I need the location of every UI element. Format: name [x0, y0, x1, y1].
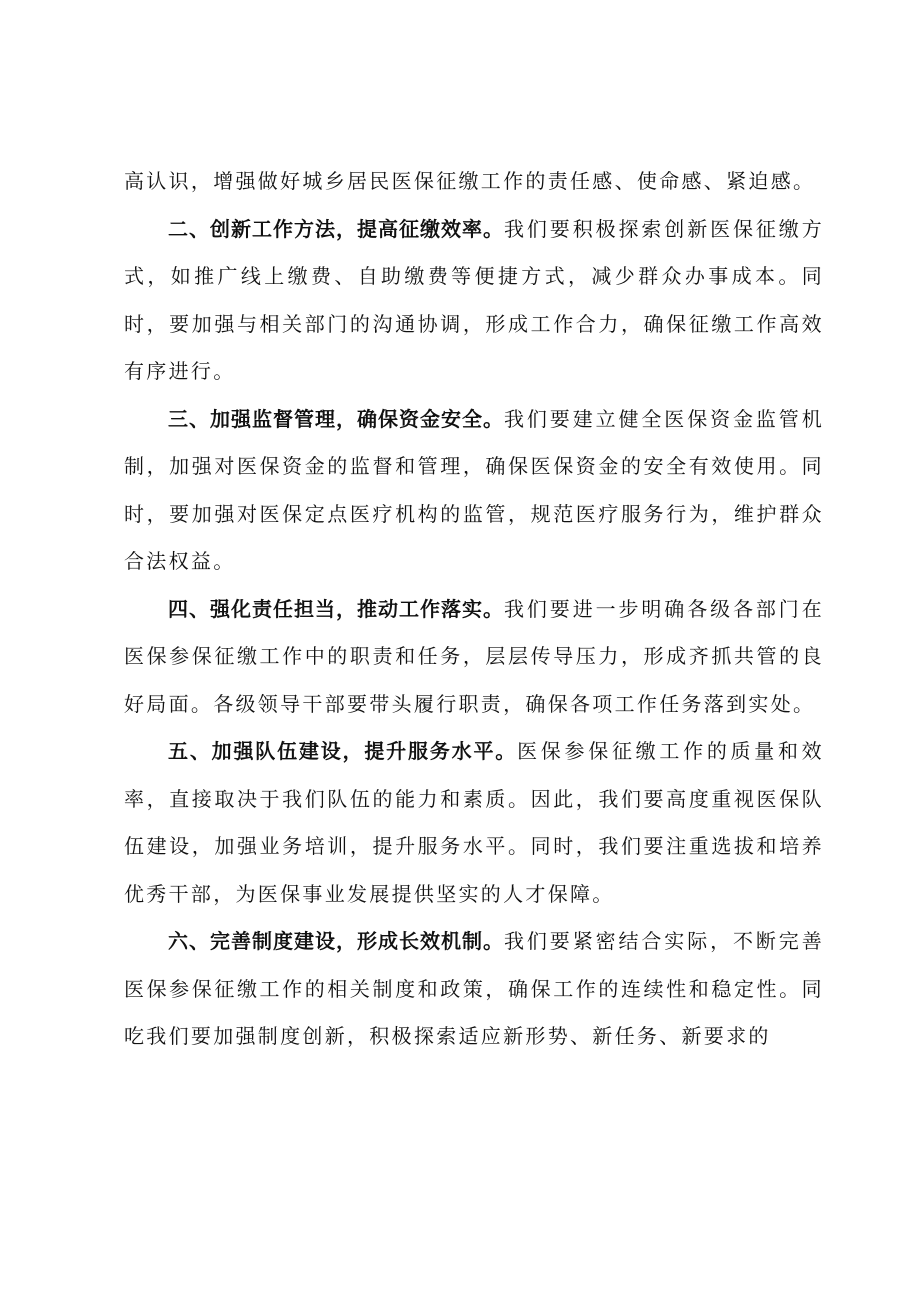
section-5-paragraph	[124, 728, 824, 918]
section-2-paragraph	[124, 206, 824, 396]
section-2-body: 我们要积极探索创新医保征缴方式，如推广线上缴费、自助缴费等便捷方式，减少群众办事成本。同时，要加强与相关部门的沟通协调，形成工作合力，确保征缴工作高效有序进行。	[124, 216, 824, 383]
section-5-heading: 五、加强队伍建设，提升服务水平。	[168, 739, 518, 763]
section-5-body: 医保参保征缴工作的质量和效率，直接取决于我们队伍的能力和素质。因此，我们要高度重视医保队伍建设，加强业务培训，提升服务水平。同时，我们要注重选拔和培养优秀干部，为医保事业发展提供坚实的人才保障。	[124, 739, 824, 906]
document-body	[124, 158, 824, 1061]
section-6-paragraph	[124, 918, 824, 1061]
section-3-paragraph	[124, 396, 824, 586]
section-2-heading: 二、创新工作方法，提高征缴效率。	[168, 216, 504, 241]
section-4-paragraph	[124, 586, 824, 729]
section-6-heading: 六、完善制度建设，形成长效机制。	[168, 929, 504, 953]
section-4-body: 我们要进一步明确各级各部门在医保参保征缴工作中的职责和任务，层层传导压力，形成齐抓共管的良好局面。各级领导干部要带头履行职责，确保各项工作任务落到实处。	[124, 596, 824, 716]
section-6-body: 我们要紧密结合实际，不断完善医保参保征缴工作的相关制度和政策，确保工作的连续性和稳定性。同吃我们要加强制度创新，积极探索适应新形势、新任务、新要求的	[124, 929, 824, 1048]
section-3-body: 我们要建立健全医保资金监管机制，加强对医保资金的监督和管理，确保医保资金的安全有效使用。同时，要加强对医保定点医疗机构的监管，规范医疗服务行为，维护群众合法权益。	[124, 406, 824, 573]
intro-paragraph	[124, 158, 824, 206]
section-4-heading: 四、强化责任担当，推动工作落实。	[168, 596, 504, 621]
intro-text: 高认识，增强做好城乡居民医保征缴工作的责任感、使命感、紧迫感。	[124, 169, 816, 193]
section-3-heading: 三、加强监督管理，确保资金安全。	[168, 406, 504, 431]
